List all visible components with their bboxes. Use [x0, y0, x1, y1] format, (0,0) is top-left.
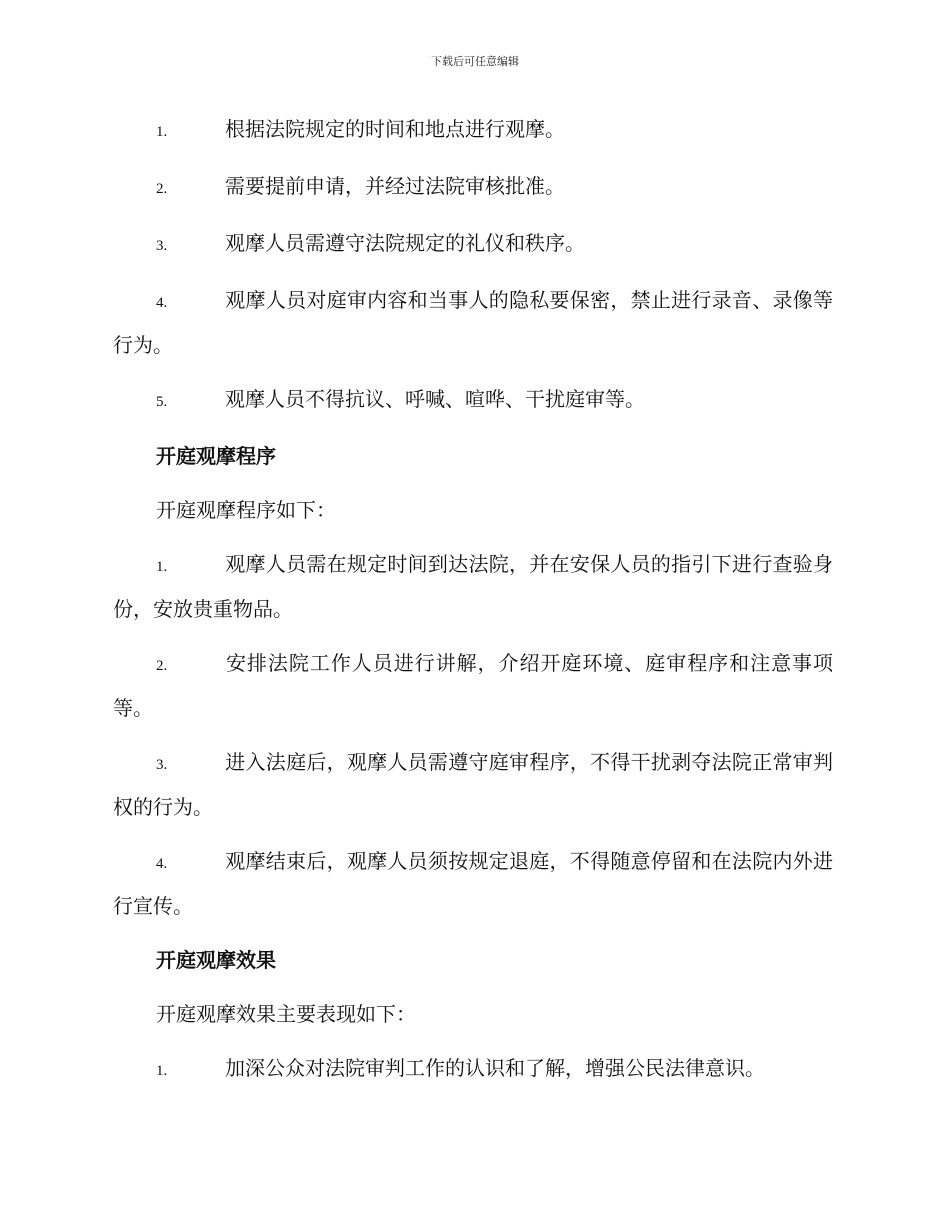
- section-heading-effect: 开庭观摩效果: [156, 948, 276, 972]
- list-item-text: 加深公众对法院审判工作的认识和了解，增强公民法律意识。: [225, 1056, 765, 1080]
- list-item-number: 3.: [156, 238, 168, 254]
- list-item-text: 根据法院规定的时间和地点进行观摩。: [225, 117, 565, 141]
- document-body: [113, 108, 833, 1104]
- list-item-number: 3.: [156, 757, 168, 773]
- list-item-number: 5.: [156, 394, 168, 410]
- list-item-text: 安排法院工作人员进行讲解，介绍开庭环境、庭审程序和注意事项等。: [113, 651, 833, 720]
- list-item-number: 2.: [156, 658, 168, 674]
- list-item: [113, 741, 833, 828]
- list-item-number: 4.: [156, 295, 168, 311]
- list-item: [113, 378, 833, 423]
- section-intro-effect: 开庭观摩效果主要表现如下：: [156, 1002, 416, 1026]
- section-heading-procedure: 开庭观摩程序: [156, 444, 276, 468]
- list-item-text: 进入法庭后，观摩人员需遵守庭审程序，不得干扰剥夺法院正常审判权的行为。: [113, 750, 833, 819]
- list-item-number: 1.: [156, 1063, 168, 1079]
- list-item: [113, 1047, 833, 1092]
- list-item: [113, 543, 833, 630]
- list-item-text: 观摩人员不得抗议、呼喊、喧哗、干扰庭审等。: [225, 387, 645, 411]
- list-item: [113, 108, 833, 153]
- list-item-number: 4.: [156, 856, 168, 872]
- list-item-text: 观摩人员需遵守法院规定的礼仪和秩序。: [225, 231, 585, 255]
- list-item: [113, 279, 833, 366]
- list-item-text: 观摩人员需在规定时间到达法院，并在安保人员的指引下进行查验身份，安放贵重物品。: [113, 552, 833, 621]
- list-item: [113, 165, 833, 210]
- list-item: [113, 642, 833, 729]
- list-item-number: 1.: [156, 124, 168, 140]
- section-intro-procedure: 开庭观摩程序如下：: [156, 498, 336, 522]
- page-header-note: 下载后可任意编辑: [431, 55, 519, 68]
- list-item-number: 1.: [156, 559, 168, 575]
- list-item-number: 2.: [156, 181, 168, 197]
- list-item-text: 观摩结束后，观摩人员须按规定退庭，不得随意停留和在法院内外进行宣传。: [113, 849, 833, 918]
- list-item-text: 观摩人员对庭审内容和当事人的隐私要保密，禁止进行录音、录像等行为。: [113, 288, 833, 357]
- list-item: [113, 840, 833, 927]
- list-item: [113, 222, 833, 267]
- list-item-text: 需要提前申请，并经过法院审核批准。: [225, 174, 565, 198]
